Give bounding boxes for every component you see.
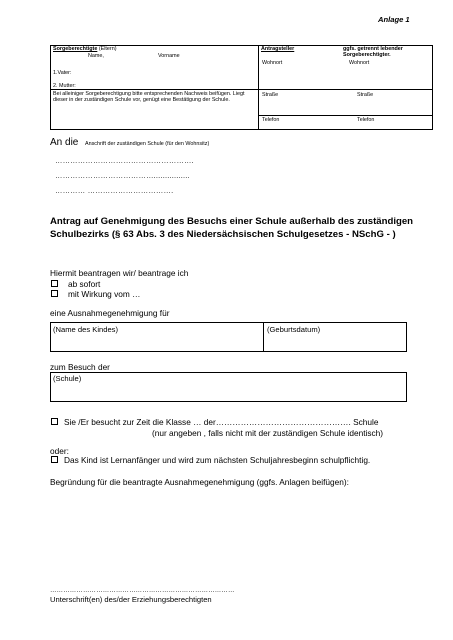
reason-label: Begründung für die beantragte Ausnahmegenehmigung (ggfs. Anlagen beifügen): — [50, 477, 349, 487]
residence-label-other: Wohnort — [349, 60, 370, 66]
address-line-3: ………… ……………………………. — [55, 186, 174, 195]
current-class-text: Sie /Er besucht zur Zeit die Klasse … der…………………………………………. Schule — [64, 417, 379, 427]
guardians-label — [53, 46, 117, 52]
phone-label-other: Telefon — [357, 117, 375, 123]
school-address-hint: Anschrift der zuständigen Schule (für den Wohnsitz) — [85, 141, 210, 147]
phone-label-applicant: Telefon — [262, 117, 280, 123]
child-birthdate-label: (Geburtsdatum) — [267, 325, 321, 334]
school-box[interactable] — [50, 372, 407, 402]
separated-guardian-label: ggfs. getrennt lebender Sorgeberechtigter. — [343, 46, 403, 59]
immediately-checkbox[interactable] — [51, 280, 58, 287]
school-starter-text: Das Kind ist Lernanfänger und wird zum nächsten Schuljahresbeginn schulpflichtig. — [64, 455, 371, 465]
request-intro: Hiermit beantragen wir/ beantrage ich — [50, 268, 189, 278]
firstname-column-label: Vorname — [158, 53, 180, 59]
school-starter-checkbox[interactable] — [51, 456, 58, 463]
mother-label: 2. Mutter: — [53, 83, 76, 89]
guardians-suffix: (Eltern) — [98, 46, 117, 52]
effective-date-label: mit Wirkung vom … — [68, 289, 141, 299]
address-line-2: …………………………………................ — [55, 171, 190, 180]
annex-label: Anlage 1 — [378, 15, 410, 24]
page-title: Antrag auf Genehmigung des Besuchs einer Schule außerhalb des zuständigen Schulbezirks (§ 63 Abs. 3 des Niedersächsischen Schulgesetzes - NSchG - ) — [50, 216, 414, 240]
or-label: oder: — [50, 446, 69, 456]
signature-label: Unterschrift(en) des/der Erziehungsberechtigten — [50, 595, 212, 604]
address-line-1: ………………………………………………. — [55, 156, 194, 165]
child-name-label: (Name des Kindes) — [53, 325, 118, 334]
name-column-label: Name, — [88, 53, 104, 59]
guardians-title: Sorgeberechtigte — [53, 46, 98, 52]
to-label: An die — [50, 137, 79, 148]
father-label: 1.Vater: — [53, 70, 72, 76]
school-label: (Schule) — [53, 374, 82, 383]
current-class-checkbox[interactable] — [51, 418, 58, 425]
applicant-label: Antragsteller — [261, 46, 295, 52]
effective-date-checkbox[interactable] — [51, 290, 58, 297]
street-label-applicant: Straße — [262, 92, 279, 98]
residence-label-applicant: Wohnort — [262, 60, 283, 66]
exception-label: eine Ausnahmegenehmigung für — [50, 308, 170, 318]
current-class-note: (nur angeben , falls nicht mit der zuständigen Schule identisch) — [152, 428, 384, 438]
school-visit-label: zum Besuch der — [50, 362, 110, 372]
immediately-label: ab sofort — [68, 279, 101, 289]
sole-custody-note: Bei alleiniger Sorgeberechtigung bitte entsprechenden Nachweis beifügen. Liegt dieser in der zuständigen Schule vor, genügt eine Bestätigung der Schule. — [53, 91, 245, 104]
street-label-other: Straße — [357, 92, 374, 98]
signature-line: ………………………………………………………………………… — [50, 587, 235, 594]
